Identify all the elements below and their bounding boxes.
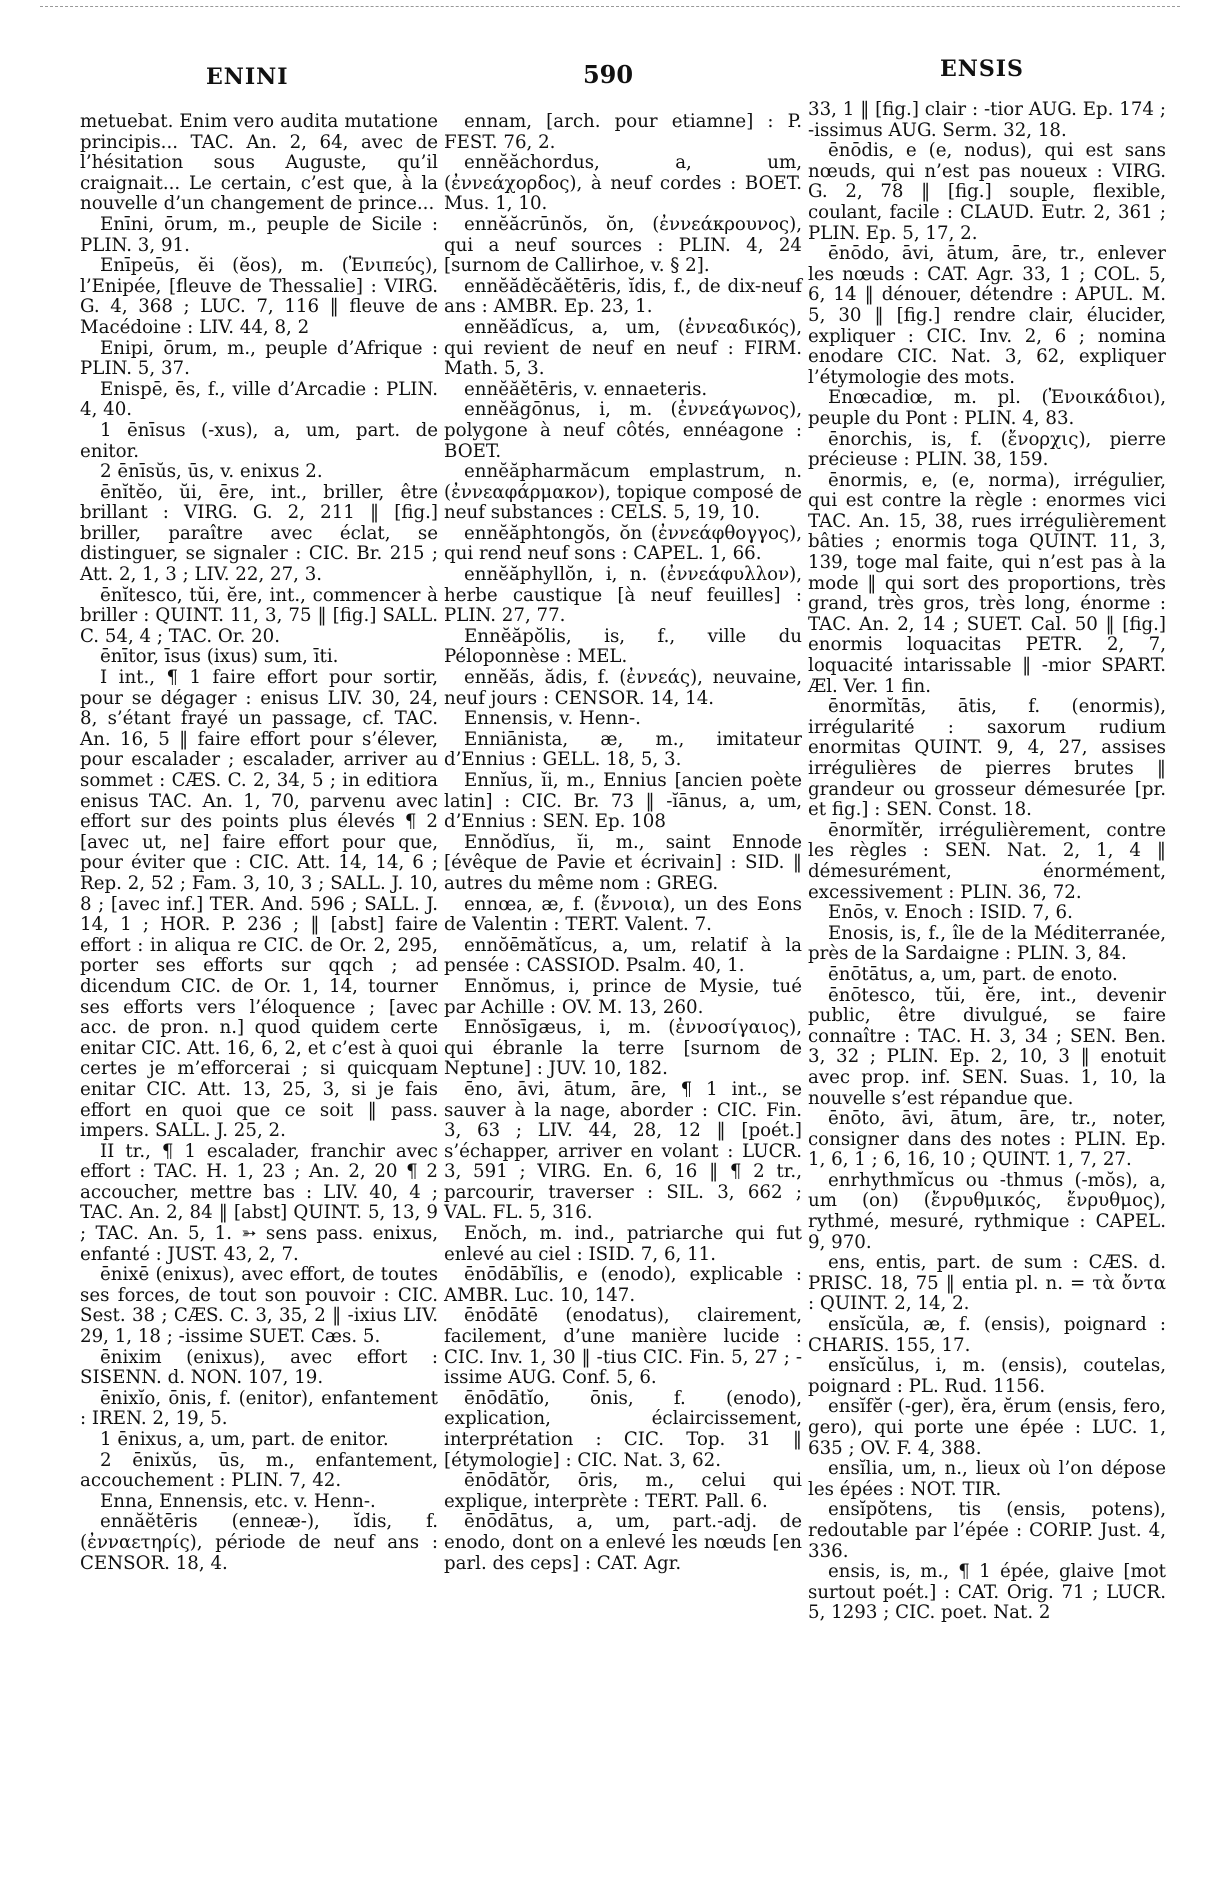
dictionary-entry: Enipi, ōrum, m., peuple d’Afrique : PLIN. 5, 37. (80, 337, 438, 380)
dictionary-entry: ēnōdātĭo, ōnis, f. (enodo), explication, éclaircissement, interprétation : CIC. Top. 31 ‖ [étymologie] : CIC. Nat. 3, 62. (444, 1387, 802, 1471)
right-guideword: ENSIS (940, 56, 1024, 82)
dictionary-entry: ennĕădĕcăĕtēris, ĭdis, f., de dix-neuf ans : AMBR. Ep. 23, 1. (444, 275, 802, 318)
dictionary-entry: 1 ēnīsus (-xus), a, um, part. de enitor. (80, 419, 438, 462)
dictionary-entry: Enniānista, æ, m., imitateur d’Ennius : GELL. 18, 5, 3. (444, 728, 802, 771)
dictionary-entry: Ennŏdĭus, ĭi, m., saint Ennode [évêque de Pavie et écrivain] : SID. ‖ autres du même nom : GREG. (444, 831, 802, 894)
dictionary-entry: 2 ēnīsŭs, ūs, v. enixus 2. (100, 461, 323, 483)
dictionary-entry: Enīpeūs, ĕi (ĕos), m. (Ἐνιπεύς), l’Enipée, [fleuve de Thessalie] : VIRG. G. 4, 368 ; LUC. 7, 116 ‖ fleuve de Macédoine : LIV. 44, 8, 2 (80, 255, 438, 338)
dictionary-entry: 1 ēnixus, a, um, part. de enitor. (100, 1429, 389, 1450)
dictionary-entry: ēnĭtesco, tŭi, ĕre, int., commencer à briller : QUINT. 11, 3, 75 ‖ [fig.] SALL. C. 54, 4 ; TAC. Or. 20. (80, 584, 438, 647)
top-rule (40, 6, 1180, 7)
page-number: 590 (582, 60, 634, 89)
dictionary-entry: ēnōdo, āvi, ātum, āre, tr., enlever les nœuds : CAT. Agr. 33, 1 ; COL. 5, 6, 14 ‖ dénouer, détendre : APUL. M. 5, 30 ‖ [fig.] rendre clair, élucider, expliquer : CIC. Inv. 2, 6 ; nomina enodare CIC. Nat. 3, 62, expliquer l’étymologie des mots. (808, 243, 1166, 388)
dictionary-entry: ēnōdātus, a, um, part.-adj. de enodo, dont on a enlevé les nœuds [en parl. des ceps] : CAT. Agr. (444, 1511, 802, 1574)
dictionary-entry: ēnōtesco, tŭi, ĕre, int., devenir public, être divulgué, se faire connaître : TAC. H. 3, 34 ; SEN. Ben. 3, 32 ; PLIN. Ep. 2, 10, 3 ‖ enotuit avec prop. inf. SEN. Suas. 1, 10, la nouvelle s’est répandue que. (808, 984, 1166, 1109)
page-header (0, 0, 1213, 100)
dictionary-entry: ēnormĭtĕr, irrégulièrement, contre les règles : SEN. Nat. 2, 1, 4 ‖ démesurément, énormément, excessivement : PLIN. 36, 72. (808, 819, 1166, 903)
dictionary-entry: ennĕăs, ădis, f. (ἐννεάς), neuvaine, neuf jours : CENSOR. 14, 14. (444, 667, 802, 709)
dictionary-entry: II tr., ¶ 1 escalader, franchir avec effort : TAC. H. 1, 23 ; An. 2, 20 ¶ 2 accoucher, mettre bas : LIV. 40, 4 ; TAC. An. 2, 84 ‖ [abst] QUINT. 5, 13, 9 ; TAC. An. 5, 1. ➳ sens pass. enixus, enfanté : JUST. 43, 2, 7. (80, 1140, 438, 1265)
dictionary-entry: ēnixim (enixus), avec effort : SISENN. d. NON. 107, 19. (80, 1346, 438, 1389)
dictionary-entry: ensĭcŭlus, i, m. (ensis), coutelas, poignard : PL. Rud. 1156. (808, 1355, 1166, 1397)
dictionary-entry: Enīni, ōrum, m., peuple de Sicile : PLIN. 3, 91. (80, 213, 438, 256)
dictionary-entry: ennĕăĕtēris, v. ennaeteris. (464, 378, 708, 400)
dictionary-entry: ensĭfĕr (-ger), ĕra, ĕrum (ensis, fero, gero), qui porte une épée : LUC. 1, 635 ; OV. F. 4, 388. (808, 1396, 1166, 1459)
dictionary-entry: ennĕăphtongŏs, ŏn (ἐννεάφθογγος), qui rend neuf sons : CAPEL. 1, 66. (444, 522, 802, 565)
dictionary-entry: ens, entis, part. de sum : CÆS. d. PRISC. 18, 75 ‖ entia pl. n. = τὰ ὄντα : QUINT. 2, 14, 2. (808, 1252, 1166, 1315)
dictionary-entry: Ennensis, v. Henn-. (464, 708, 641, 730)
dictionary-entry: ennĕăgōnus, i, m. (ἐννεάγωνος), polygone à neuf côtés, ennéagone : BOET. (444, 399, 802, 462)
dictionary-entry: Ennŏmus, i, prince de Mysie, tué par Achille : OV. M. 13, 260. (444, 975, 802, 1018)
dictionary-entry: Enispē, ēs, f., ville d’Arcadie : PLIN. 4, 40. (80, 378, 438, 421)
dictionary-entry: Enŏch, m. ind., patriarche qui fut enlevé au ciel : ISID. 7, 6, 11. (444, 1223, 802, 1265)
dictionary-entry: ennĕăcrūnŏs, ŏn, (ἐννεάκρουνος), qui a neuf sources : PLIN. 4, 24 [surnom de Callirhoe, v. § 2]. (444, 213, 802, 277)
column-left (80, 112, 438, 1574)
dictionary-entry: ennĕădĭcus, a, um, (ἐννεαδικός), qui revient de neuf en neuf : FIRM. Math. 5, 3. (444, 316, 802, 380)
dictionary-entry: I int., ¶ 1 faire effort pour sortir, pour se dégager : enisus LIV. 30, 24, 8, s’étant frayé un passage, cf. TAC. An. 16, 5 ‖ faire effort pour s’élever, pour escalader ; escalader, arriver au sommet : CÆS. C. 2, 34, 5 ; in editiora enisus TAC. An. 1, 70, parvenu avec effort sur des points plus élevés ¶ 2 [avec ut, ne] faire effort pour que, pour éviter que : CIC. Att. 14, 14, 6 ; Rep. 2, 52 ; Fam. 3, 10, 3 ; SALL. J. 10, 8 ; [avec inf.] TER. And. 596 ; SALL. J. 14, 1 ; HOR. P. 236 ; ‖ [abst] faire effort : in aliqua re CIC. de Or. 2, 295, porter ses efforts sur qqch ; ad dicendum CIC. de Or. 1, 14, tourner ses efforts vers l’éloquence ; [avec acc. de pron. n.] quod quidem certe enitar CIC. Att. 16, 6, 2, et c’est à quoi certes je m’efforcerai ; si quicquam enitar CIC. Att. 13, 25, 3, si je fais effort en quoi que ce soit ‖ pass. impers. SALL. J. 25, 2. (80, 667, 438, 1142)
dictionary-entry: Enosis, is, f., île de la Méditerranée, près de la Sardaigne : PLIN. 3, 84. (808, 922, 1166, 965)
dictionary-entry: ēnĭtĕo, ŭi, ēre, int., briller, être brillant : VIRG. G. 2, 211 ‖ [fig.] briller, paraître avec éclat, se distinguer, se signaler : CIC. Br. 215 ; Att. 2, 1, 3 ; LIV. 22, 27, 3. (80, 481, 438, 586)
left-guideword: ENINI (206, 64, 289, 90)
dictionary-entry: ēnorchis, is, f. (ἔνορχις), pierre précieuse : PLIN. 38, 159. (808, 428, 1166, 471)
dictionary-entry: Ennĕăpŏlis, is, f., ville du Péloponnèse : MEL. (444, 625, 802, 668)
dictionary-entry: ēnōdābĭlis, e (enodo), explicable : AMBR. Luc. 10, 147. (444, 1264, 802, 1306)
dictionary-entry: Enōs, v. Enoch : ISID. 7, 6. (828, 902, 1073, 924)
dictionary-entry: ēnōdātē (enodatus), clairement, facilement, d’une manière lucide : CIC. Inv. 1, 30 ‖ -tius CIC. Fin. 5, 27 ; -issime AUG. Conf. 5, 6. (444, 1305, 802, 1389)
dictionary-entry: ensĭpŏtens, tis (ensis, potens), redoutable par l’épée : CORIP. Just. 4, 336. (808, 1499, 1166, 1562)
dictionary-entry: ēnōdātŏr, ōris, m., celui qui explique, interprète : TERT. Pall. 6. (444, 1470, 802, 1512)
dictionary-entry: ēnixē (enixus), avec effort, de toutes ses forces, de tout son pouvoir : CIC. Sest. 38 ; CÆS. C. 3, 35, 2 ‖ -ixius LIV. 29, 1, 18 ; -issime SUET. Cæs. 5. (80, 1264, 438, 1348)
dictionary-entry: ēnītor, īsus (ixus) sum, īti. (100, 646, 339, 668)
column-middle (444, 112, 802, 1574)
dictionary-entry: ēnōdis, e (e, nodus), qui est sans nœuds, qui n’est pas noueux : VIRG. G. 2, 78 ‖ [fig.] souple, flexible, coulant, facile : CLAUD. Eutr. 2, 361 ; PLIN. Ep. 5, 17, 2. (808, 140, 1166, 244)
dictionary-entry: ensĭlia, um, n., lieux où l’on dépose les épées : NOT. TIR. (808, 1458, 1166, 1500)
dictionary-entry: ennœa, æ, f. (ἔννοια), un des Eons de Valentin : TERT. Valent. 7. (444, 893, 802, 936)
dictionary-entry: ēnixĭo, ōnis, f. (enitor), enfantement : IREN. 2, 19, 5. (80, 1387, 438, 1430)
dictionary-entry: Enna, Ennensis, etc. v. Henn-. (100, 1490, 376, 1512)
dictionary-entry: ennŏēmătĭcus, a, um, relatif à la pensée : CASSIOD. Psalm. 40, 1. (444, 934, 802, 977)
dictionary-entry: Ennŏsīgæus, i, m. (ἐννοσίγαιος), qui ébranle la terre [surnom de Neptune] : JUV. 10, 182. (444, 1017, 802, 1080)
dictionary-entry: Ennĭus, ĭi, m., Ennius [ancien poète latin] : CIC. Br. 73 ‖ -ĭānus, a, um, d’Ennius : SEN. Ep. 108 (444, 770, 802, 833)
dictionary-entry: enrhythmĭcus ou -thmus (-mŏs), a, um (on) (ἔνρυθμικός, ἔνρυθμος), rythmé, mesuré, rythmique : CAPEL. 9, 970. (808, 1169, 1166, 1253)
dictionary-entry: ennĕăpharmăcum emplastrum, n. (ἐννεαφάρμακον), topique composé de neuf substances : CELS. 5, 19, 10. (444, 461, 802, 524)
dictionary-entry: ennĕăchordus, a, um, (ἐννεάχορδος), à neuf cordes : BOET. Mus. 1, 10. (444, 152, 802, 215)
dictionary-entry: ennam, [arch. pour etiamne] : P. FEST. 76, 2. (444, 111, 802, 153)
dictionary-entry: ensĭcŭla, æ, f. (ensis), poignard : CHARIS. 155, 17. (808, 1314, 1166, 1356)
dictionary-entry: ennĕăphyllŏn, i, n. (ἐννεάφυλλον), herbe caustique [à neuf feuilles] : PLIN. 27, 77. (444, 564, 802, 627)
dictionary-entry: ensis, is, m., ¶ 1 épée, glaive [mot surtout poét.] : CAT. Orig. 71 ; LUCR. 5, 1293 ; CIC. poet. Nat. 2 (808, 1561, 1166, 1624)
dictionary-entry: ēnormis, e, (e, norma), irrégulier, qui est contre la règle : enormes vici TAC. An. 15, 38, rues irrégulièrement bâties ; enormis toga QUINT. 11, 3, 139, toge mal faite, qui n’est pas à la mode ‖ qui sort des proportions, très grand, très gros, très long, énorme : TAC. An. 2, 14 ; SUET. Cal. 50 ‖ [fig.] enormis loquacitas PETR. 2, 7, loquacité intarissable ‖ -mior SPART. Æl. Ver. 1 fin. (808, 469, 1166, 697)
dictionary-entry: Enœcadiœ, m. pl. (Ἐνοικάδιοι), peuple du Pont : PLIN. 4, 83. (808, 387, 1166, 429)
dictionary-entry: metuebat. Enim vero audita mutatione principis... TAC. An. 2, 64, avec de l’hésitation sous Auguste, qu’il craignait... Le certain, c’est que, à la nouvelle d’un changement de prince... (80, 111, 438, 215)
column-right (808, 100, 1166, 1624)
dictionary-entry: 33, 1 ‖ [fig.] clair : -tior AUG. Ep. 174 ; -issimus AUG. Serm. 32, 18. (808, 99, 1166, 141)
dictionary-entry: ēnormĭtās, ātis, f. (enormis), irrégularité : saxorum rudium enormitas QUINT. 9, 4, 27, assises irrégulières de pierres brutes ‖ grandeur ou grosseur démesurée [pr. et fig.] : SEN. Const. 18. (808, 696, 1166, 821)
dictionary-entry: ēnōto, āvi, ātum, āre, tr., noter, consigner dans des notes : PLIN. Ep. 1, 6, 1 ; 6, 16, 10 ; QUINT. 1, 7, 27. (808, 1108, 1166, 1171)
dictionary-entry: ēno, āvi, ātum, āre, ¶ 1 int., se sauver à la nage, aborder : CIC. Fin. 3, 63 ; LIV. 44, 28, 12 ‖ [poét.] s’échapper, arriver en volant : LUCR. 3, 591 ; VIRG. En. 6, 16 ‖ ¶ 2 tr., parcourir, traverser : SIL. 3, 662 ; VAL. FL. 5, 316. (444, 1078, 802, 1224)
dictionary-entry: ennăĕtēris (enneæ-), ĭdis, f. (ἐνναετηρίς), période de neuf ans : CENSOR. 18, 4. (80, 1511, 438, 1574)
dictionary-entry: ēnōtātus, a, um, part. de enoto. (828, 963, 1118, 985)
dictionary-entry: 2 ēnixŭs, ūs, m., enfantement, accouchement : PLIN. 7, 42. (80, 1449, 438, 1492)
